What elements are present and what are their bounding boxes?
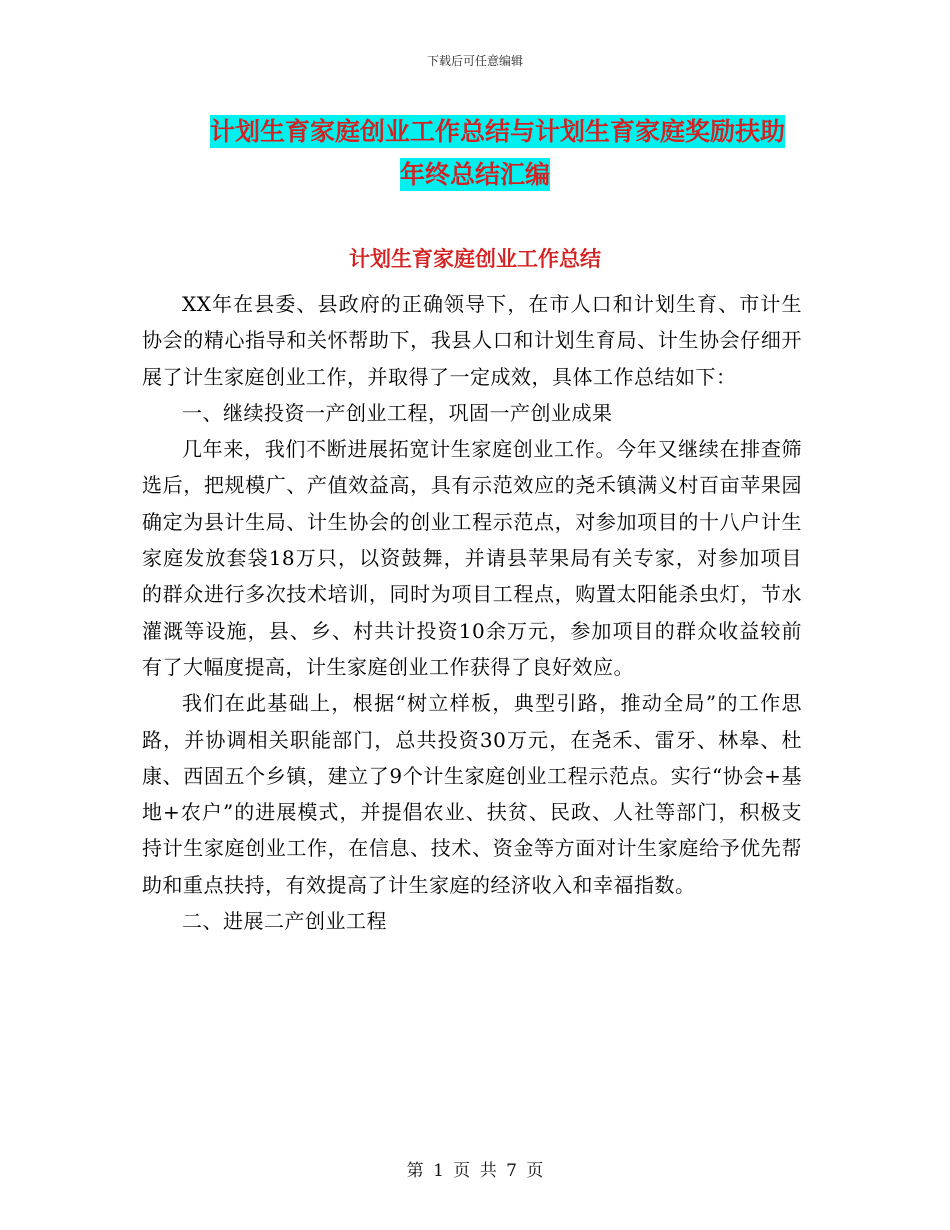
paragraph-body-2: 我们在此基础上，根据“树立样板，典型引路，推动全局”的工作思路，并协调相关职能部门，总共投资30万元，在尧禾、雷牙、林皋、杜康、西固五个乡镇，建立了9个计生家庭创业工程示范点。实行“协会+基地+农户”的进展模式，并提倡农业、扶贫、民政、人社等部门，积极支持计生家庭创业工作，在信息、技术、资金等方面对计生家庭给予优先帮助和重点扶持，有效提高了计生家庭的经济收入和幸福指数。: [142, 691, 802, 897]
paragraph-heading-1: 一、继续投资一产创业工程，巩固一产创业成果: [182, 400, 613, 425]
document-title-line-1: [0, 110, 950, 153]
document-title-text-2: 年终总结汇编: [399, 160, 550, 189]
document-title-line-2: [0, 153, 950, 196]
header-note: 下载后可任意编辑: [426, 54, 523, 68]
paragraph-intro: XX年在县委、县政府的正确领导下，在市人口和计划生育、市计生协会的精心指导和关怀帮助下，我县人口和计划生育局、计生协会仔细开展了计生家庭创业工作，并取得了一定成效，具体工作总结如下：: [142, 292, 802, 389]
document-title-text-1: 计划生育家庭创业工作总结与计划生育家庭奖励扶助: [209, 117, 785, 146]
body-content: [142, 286, 802, 939]
section-title: 计划生育家庭创业工作总结: [349, 247, 601, 271]
paragraph-body-1: 几年来，我们不断进展拓宽计生家庭创业工作。今年又继续在排查筛选后，把规模广、产值效益高，具有示范效应的尧禾镇满义村百亩苹果园确定为县计生局、计生协会的创业工程示范点，对参加项目的十八户计生家庭发放套袋18万只，以资鼓舞，并请县苹果局有关专家，对参加项目的群众进行多次技术培训，同时为项目工程点，购置太阳能杀虫灯，节水灌溉等设施，县、乡、村共计投资10余万元，参加项目的群众收益较前有了大幅度提高，计生家庭创业工作获得了良好效应。: [142, 437, 802, 679]
page-footer: 第 1 页 共 7 页: [406, 1161, 544, 1181]
paragraph-heading-2: 二、进展二产创业工程: [182, 909, 387, 934]
